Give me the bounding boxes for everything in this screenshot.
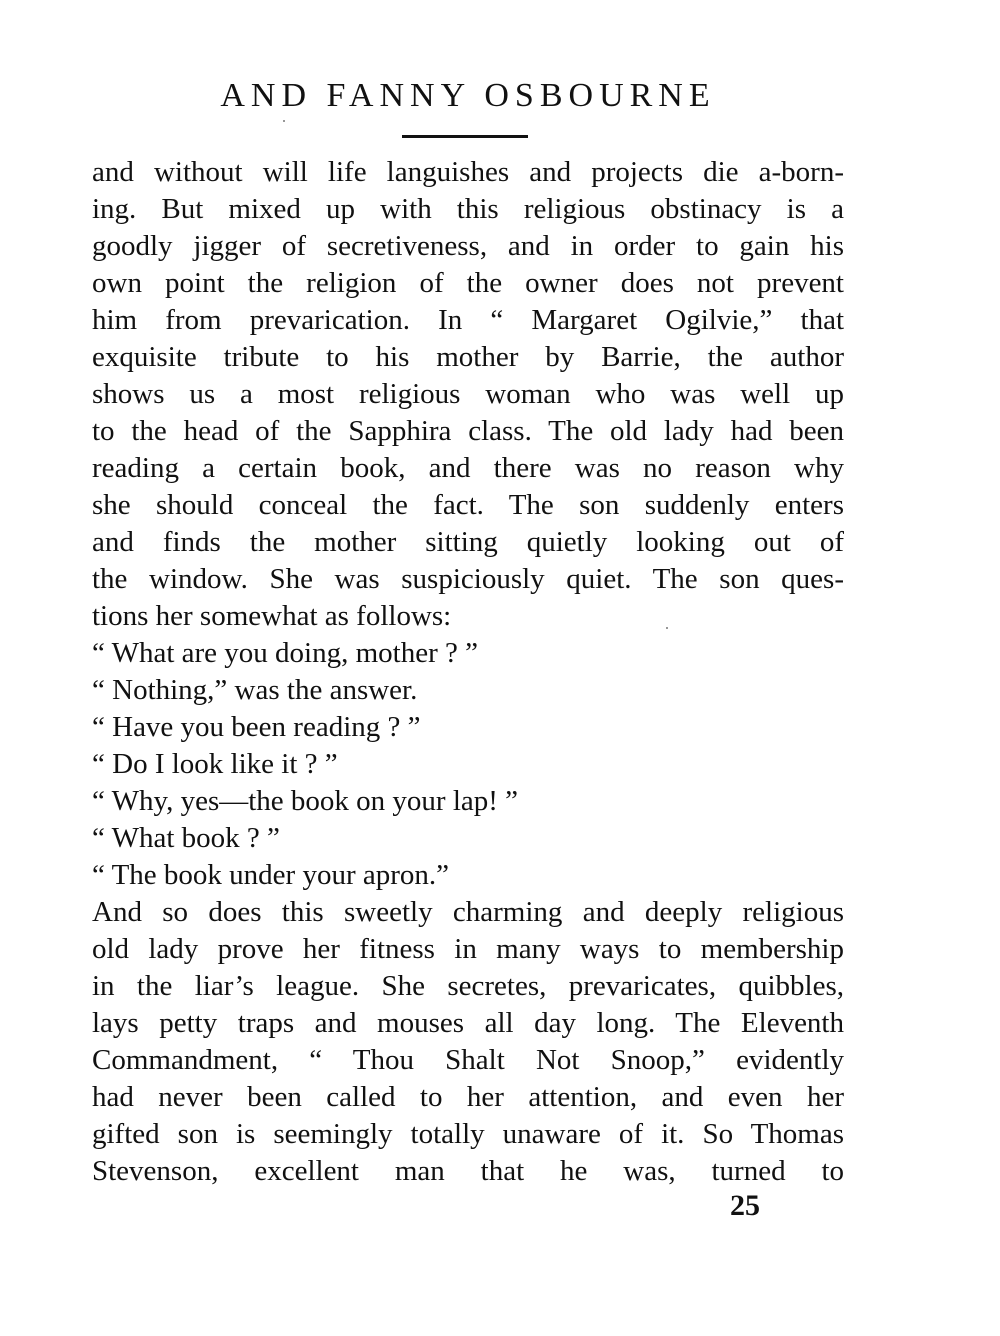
text-line: shows us a most religious woman who was well up: [92, 378, 844, 410]
text-line: him from prevarication. In “ Margaret Ogilvie,” that: [92, 304, 844, 336]
dialogue-line: “ What are you doing, mother ? ”: [92, 637, 478, 669]
text-line: lays petty traps and mouses all day long. The Eleventh: [92, 1007, 844, 1039]
text-line: she should conceal the fact. The son suddenly enters: [92, 489, 844, 521]
body-text: [92, 154, 844, 1190]
text-line: and finds the mother sitting quietly looking out of: [92, 526, 844, 558]
text-line: reading a certain book, and there was no reason why: [92, 452, 844, 484]
dialogue-line: “ Have you been reading ? ”: [92, 711, 421, 743]
text-line: And so does this sweetly charming and deeply religious: [92, 896, 844, 928]
text-line: Stevenson, excellent man that he was, turned to: [92, 1155, 844, 1187]
text-line: own point the religion of the owner does not prevent: [92, 267, 844, 299]
head-rule: [402, 135, 528, 138]
text-line: old lady prove her fitness in many ways to membership: [92, 933, 844, 965]
dialogue-line: “ What book ? ”: [92, 822, 280, 854]
text-line: the window. She was suspiciously quiet. The son ques-: [92, 563, 844, 595]
text-line: ing. But mixed up with this religious obstinacy is a: [92, 193, 844, 225]
dialogue-line: “ The book under your apron.”: [92, 859, 450, 891]
page-number: 25: [730, 1189, 760, 1222]
dialogue-line: “ Why, yes—the book on your lap! ”: [92, 785, 519, 817]
paper-speck: [666, 627, 668, 629]
text-line: had never been called to her attention, and even her: [92, 1081, 844, 1113]
text-line: to the head of the Sapphira class. The old lady had been: [92, 415, 844, 447]
paper-speck: [283, 120, 285, 122]
text-line: in the liar’s league. She secretes, prevaricates, quibbles,: [92, 970, 844, 1002]
running-head: AND FANNY OSBOURNE: [220, 77, 716, 114]
text-line: and without will life languishes and projects die a-born-: [92, 156, 844, 188]
text-line: goodly jigger of secretiveness, and in order to gain his: [92, 230, 844, 262]
text-line: tions her somewhat as follows:: [92, 600, 452, 632]
text-line: exquisite tribute to his mother by Barrie, the author: [92, 341, 844, 373]
text-line: gifted son is seemingly totally unaware of it. So Thomas: [92, 1118, 844, 1150]
dialogue-line: “ Do I look like it ? ”: [92, 748, 338, 780]
dialogue-line: “ Nothing,” was the answer.: [92, 674, 418, 706]
text-line: Commandment, “ Thou Shalt Not Snoop,” evidently: [92, 1044, 844, 1076]
